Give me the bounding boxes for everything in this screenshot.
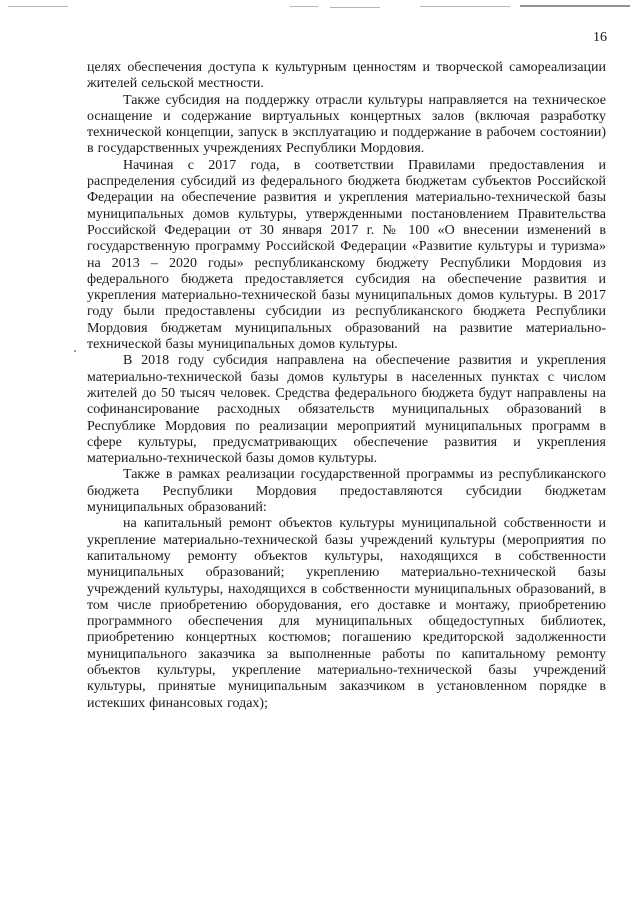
scan-artifact bbox=[8, 6, 68, 7]
paragraph-2018-subsidy: В 2018 году субсидия направлена на обеспечение развития и укрепления материально-технической базы домов культуры в населенных пунктах с числом жителей до 50 тысяч человек. Средства федерального бюджета будут направлены на софинансирование расходных обязательств муниципальных образований в Республике Мордовия по реализации мероприятий муниципальных программ в сфере культуры, предусматривающих обеспечение развития и укрепления материально-технической базы домов культуры. bbox=[87, 353, 606, 467]
paragraph-2017-subsidies: Начиная с 2017 года, в соответствии Правилами предоставления и распределения субсидий из федерального бюджета бюджетам субъектов Российской Федерации на обеспечение развития и укрепления материально-технической базы муниципальных домов культуры, утвержденными постановлением Правительства Российской Федерации от 30 января 2017 г. № 100 «О внесении изменений в государственную программу Российской Федерации «Развитие культуры и туризма» на 2013 – 2020 годы» республиканскому бюджету Республики Мордовия из федерального бюджета предоставляется субсидия на обеспечение развития и укрепления материально-технической базы муниципальных домов культуры. В 2017 году были предоставлены субсидии из республиканского бюджета Республики Мордовия бюджетам муниципальных образований на развитие материально-технической базы муниципальных домов культуры. bbox=[87, 157, 606, 353]
paragraph-regional-subsidies: Также в рамках реализации государственной программы из республиканского бюджета Республики Мордовия предоставляются субсидии бюджетам муниципальных образований: bbox=[87, 467, 606, 516]
paragraph-continuation: целях обеспечения доступа к культурным ценностям и творческой самореализации жителей сельской местности. bbox=[87, 60, 606, 92]
margin-mark bbox=[74, 350, 76, 352]
page-number: 16 bbox=[593, 30, 607, 45]
scan-artifact bbox=[420, 6, 510, 7]
paragraph-capital-repair: на капитальный ремонт объектов культуры муниципальной собственности и укрепление материально-технической базы учреждений культуры (мероприятия по капитальному ремонту объектов культуры, находящихся в собственности муниципальных образований; укреплению материально-технической базы учреждений культуры, находящихся в собственности муниципальных образований, в том числе приобретению оборудования, его доставке и монтажу, приобретению программного обеспечения для муниципальных общедоступных библиотек, приобретению концертных костюмов; погашению кредиторской задолженности муниципального заказчика за выполненные работы по капитальному ремонту объектов культуры, укрепление материально-технической базы учреждений культуры, принятые муниципальным заказчиком в установленном порядке в истекших финансовых годах); bbox=[87, 516, 606, 711]
paragraph-virtual-halls: Также субсидия на поддержку отрасли культуры направляется на техническое оснащение и содержание виртуальных концертных залов (включая разработку технической концепции, запуск в эксплуатацию и поддержание в рабочем состоянии) в государственных учреждениях Республики Мордовия. bbox=[87, 92, 606, 157]
scan-artifact bbox=[330, 7, 380, 8]
scan-artifact bbox=[520, 5, 630, 7]
scan-artifact bbox=[290, 6, 318, 7]
document-body bbox=[87, 60, 606, 712]
